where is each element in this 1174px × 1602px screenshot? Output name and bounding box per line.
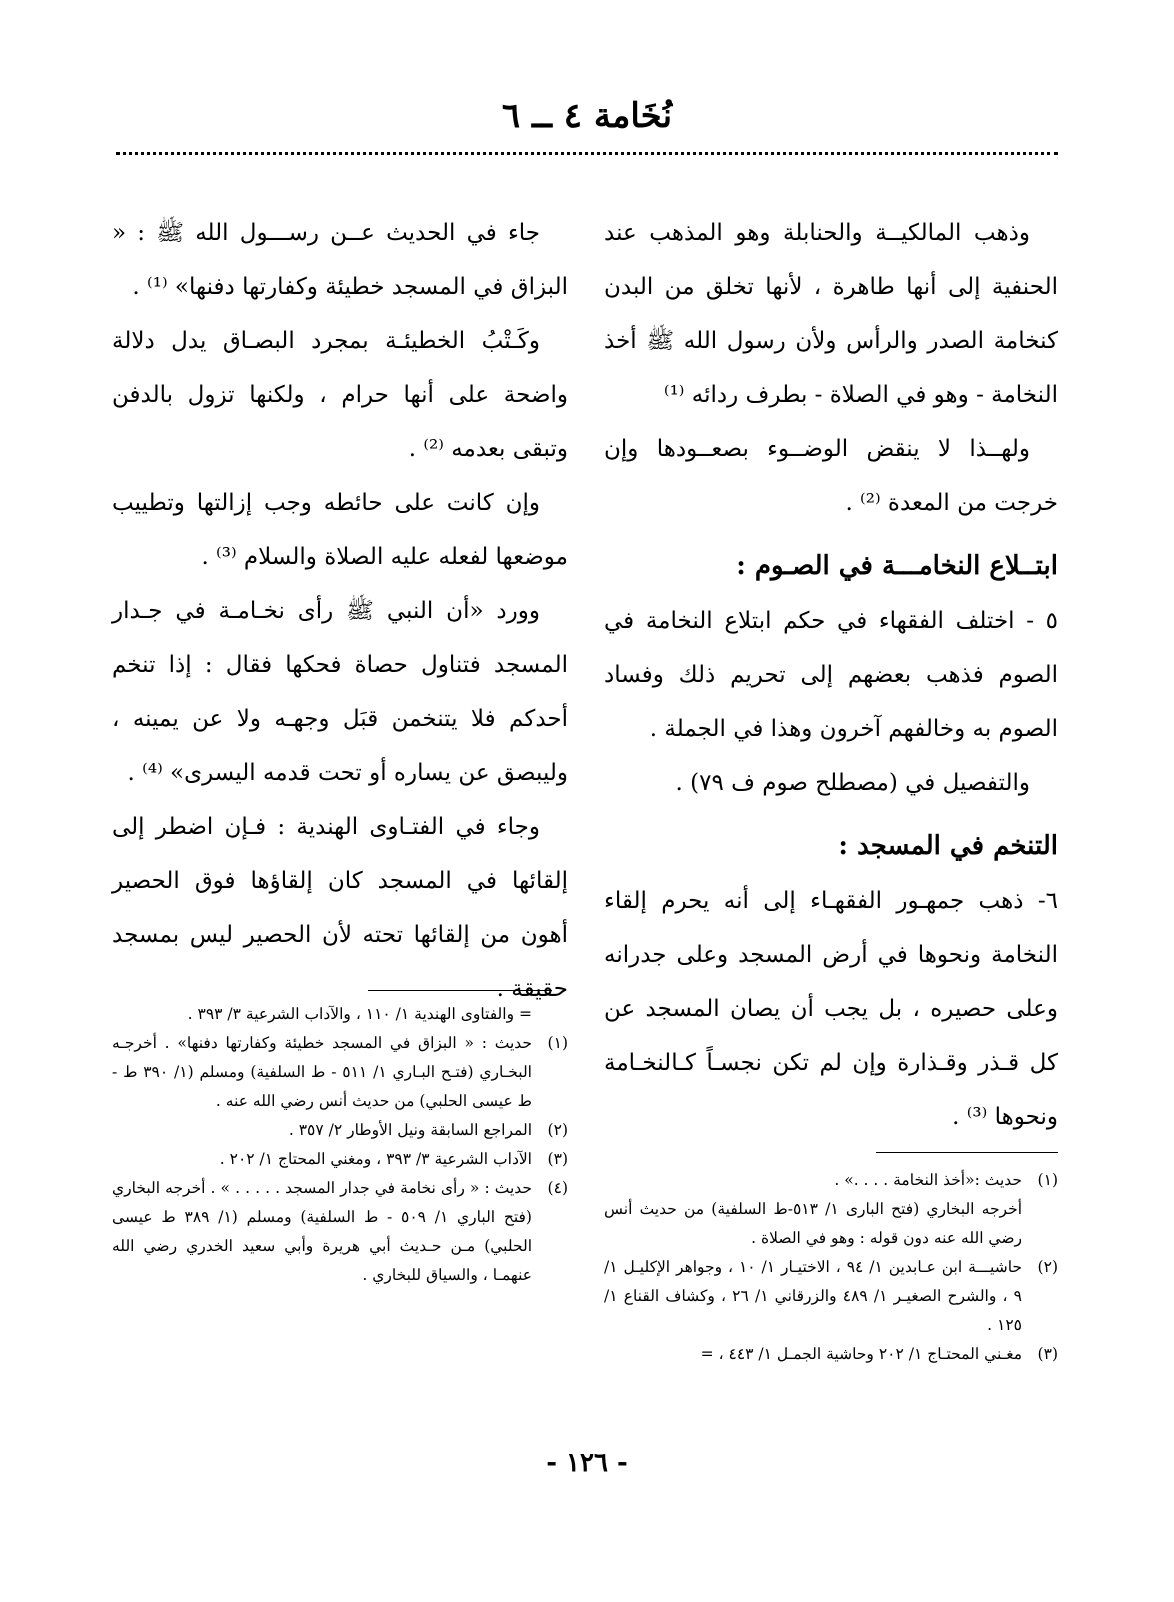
footnote [604,1166,1058,1195]
footnote-text: حديث :«أخذ النخامة . . . .» . [834,1171,1022,1189]
footnote-number: (٣) [1037,1345,1058,1363]
paragraph: وكَـتْبُ الخطيئـة بمجرد البصـاق يدل دلالة واضحة على أنها حرام ، ولكنها تزول بالدفن وتبقى بعدمه ⁽²⁾ . [112,328,568,462]
footnote-text: حاشيـــة ابن عـابدين ١/ ٩٤ ، الاختيـار ١/ ١٠ ، وجواهر الإكليـل ١/ ٩ ، والشرح الصغيـر ١/ ٤٨٩ والزرقاني ١/ ٢٦ ، وكشاف القناع ١/ ١٢٥ . [604,1258,1022,1334]
footnote-number: (٣) [547,1150,568,1168]
right-column [604,206,1058,1144]
footnote [112,1174,568,1290]
footnote-separator [876,1152,1058,1153]
footnote-number: (٢) [1037,1258,1058,1276]
footnote-number: (١) [547,1034,568,1052]
footnote-number: (١) [1037,1171,1058,1189]
footnote [112,1029,568,1116]
paragraph: والتفصيل في (مصطلح صوم ف ٧٩) . [675,770,1030,796]
running-header: نُخَامة ٤ ــ ٦ [501,96,673,136]
footnote [112,1145,568,1174]
footnote-number: (٤) [547,1179,568,1197]
footnote-text: حديث : « رأى نخامة في جدار المسجد . . . . . » . أخرجه البخاري (فتح الباري ١/ ٥٠٩ - ط السلفية) ومسلم (١/ ٣٨٩ ط عيسى الحلبي) مـن حـديث أبي هريرة وأبي سعيد الخدري رضي الله عنهمـا ، والسياق للبخاري . [112,1179,532,1284]
paragraph: ٦- ذهب جمهـور الفقهـاء إلى أنه يحرم إلقاء النخامة ونحوها في أرض المسجد وعلى جدرانه وعلى حصيره ، بل يجب أن يصان المسجد عن كل قـذر وقـذارة وإن لم تكن نجسـاً كـالنخـامة ونحوها ⁽³⁾ . [604,888,1058,1130]
footnote-text: مغـني المحتـاج ١/ ٢٠٢ وحاشية الجمـل ١/ ٤٤٣ ، = [700,1345,1022,1363]
footnote [112,1116,568,1145]
paragraph: وإن كانت على حائطه وجب إزالتها وتطييب موضعها لفعله عليه الصلاة والسلام ⁽³⁾ . [112,490,568,570]
left-column [112,206,568,1016]
footnote-number [1022,1195,1058,1253]
footnotes-right [604,1166,1058,1369]
paragraph: ٥ - اختلف الفقهاء في حكم ابتلاع النخامة في الصوم فذهب بعضهم إلى تحريم ذلك وفساد الصوم به وخالفهم آخرون وهذا في الجملة . [604,608,1058,742]
header-dotted-divider [116,152,1058,155]
page-number: - ١٢٦ - [546,1448,628,1478]
footnotes-left [112,1000,568,1290]
paragraph: جاء في الحديث عــن رســـول الله ﷺ : « البزاق في المسجد خطيئة وكفارتها دفنها» ⁽¹⁾ . [112,220,568,300]
section-heading-fasting: ابتــلاع النخامـــة في الصـوم : [736,551,1058,581]
footnote-continuation: = والفتاوى الهندية ١/ ١١٠ ، والآداب الشرعية ٣/ ٣٩٣ . [187,1005,532,1023]
footnote-number: (٢) [547,1121,568,1139]
footnote-separator [368,990,552,991]
paragraph: وذهب المالكيــة والحنابلة وهو المذهب عند الحنفية إلى أنها طاهرة ، لأنها تخلق من البدن كنخامة الصدر والرأس ولأن رسول الله ﷺ أخذ النخامة - وهو في الصلاة - بطرف ردائه ⁽¹⁾ [604,220,1058,408]
footnote [604,1195,1058,1253]
footnote-text: حديث : « البزاق في المسجد خطيئة وكفارتها دفنها» . أخرجـه البخـاري (فتـح البـاري ١/ ٥١١ - ط السلفية) ومسلم (١/ ٣٩٠ ط - ط عيسى الحلبي) من حديث أنس رضي الله عنه . [112,1034,532,1110]
footnote-text: المراجع السابقة ونيل الأوطار ٢/ ٣٥٧ . [288,1121,532,1139]
section-heading-mosque: التنخم في المسجد : [838,831,1058,861]
footnote-text: الآداب الشرعية ٣/ ٣٩٣ ، ومغني المحتاج ١/ ٢٠٢ . [219,1150,532,1168]
footnote [604,1253,1058,1340]
footnote [604,1340,1058,1369]
footnote-text: أخرجه البخاري (فتح البارى ١/ ٥١٣-ط السلفية) من حديث أنس رضي الله عنه دون قوله : وهو في الصلاة . [604,1200,1022,1247]
paragraph: وجاء في الفتـاوى الهندية : فـإن اضطر إلى إلقائها في المسجد كان إلقاؤها فوق الحصير أهون من إلقائها تحته لأن الحصير ليس بمسجد حقيقة . [112,814,568,1002]
paragraph: وورد «أن النبي ﷺ رأى نخـامـة في جـدار المسجد فتناول حصاة فحكها فقال : إذا تنخم أحدكم فلا يتنخمن قبَل وجهـه ولا عن يمينه ، وليبصق عن يساره أو تحت قدمه اليسرى» ⁽⁴⁾ . [112,598,568,786]
paragraph: ولهــذا لا ينقض الوضــوء بصعــودها وإن خرجت من المعدة ⁽²⁾ . [604,436,1058,516]
